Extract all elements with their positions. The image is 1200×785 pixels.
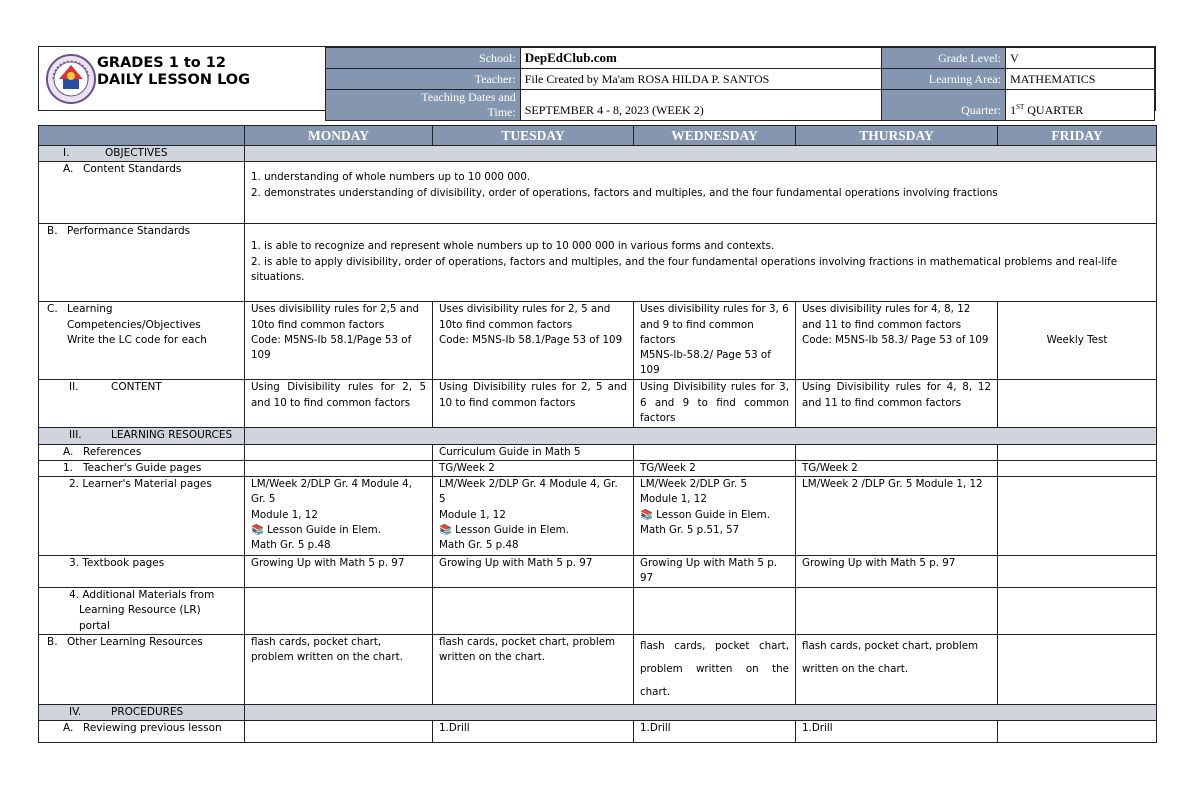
performance-standards-value [245,224,1157,302]
teacher-label: Teacher: [326,69,521,90]
tg-wednesday: TG/Week 2 [634,460,796,476]
day-wednesday: WEDNESDAY [634,126,796,146]
other-thursday: flash cards, pocket chart, problem written on the chart. [796,635,998,705]
reviewing-label [39,721,245,743]
content-standards-value [245,162,1157,224]
other-resources-number: B. [47,636,58,649]
lm-thursday: LM/Week 2 /DLP Gr. 5 Module 1, 12 [796,477,998,556]
grade-level-label: Grade Level: [882,48,1006,69]
lc-monday: Uses divisibility rules for 2,5 and 10to find common factors Code: M5NS-Ib 58.1/Page 53 of 109 [245,302,433,380]
content-standards-row [39,162,1157,224]
learning-resources-number: III. [69,429,82,442]
learning-resources-title: LEARNING RESOURCES [111,429,233,442]
review-wednesday: 1.Drill [634,721,796,743]
references-label [39,444,245,460]
learning-competencies-note: Write the LC code for each [67,333,207,346]
content-tuesday: Using Divisibility rules for 2, 5 and 10 to find common factors [433,380,634,428]
performance-standard-2: 2. is able to apply divisibility, order of operations, factors and multiples, and the four fundamental operations involving fractions in mathematical problems and real-life situations. [251,255,1118,283]
performance-standards-title: Performance Standards [67,225,191,238]
content-row [39,380,1157,428]
day-monday: MONDAY [245,126,433,146]
teaching-dates-label-line2: Time: [487,105,516,119]
learning-competencies-row [39,302,1157,380]
procedures-row [39,705,1157,721]
content-standards-label [39,162,245,224]
learning-resources-span [245,428,1157,444]
header-corner [39,126,245,146]
day-tuesday: TUESDAY [433,126,634,146]
performance-standard-1: 1. is able to recognize and represent whole numbers up to 10 000 000 in various forms and contexts. [251,240,775,253]
references-row [39,444,1157,460]
title-line-2: DAILY LESSON LOG [97,72,251,88]
content-wednesday: Using Divisibility rules for 3, 6 and 9 to find common factors [634,380,796,428]
ref-thursday [796,444,998,460]
tg-monday [245,460,433,476]
performance-standards-label [39,224,245,302]
school-label: School: [326,48,521,69]
content-friday [998,380,1157,428]
objectives-span [245,146,1157,162]
learning-area-label: Learning Area: [882,69,1006,90]
content-standard-2: 2. demonstrates understanding of divisibility, order of operations, factors and multiples, and the four fundamental operations involving fractions [251,186,998,199]
other-monday: flash cards, pocket chart, problem written on the chart. [245,635,433,705]
reviewing-number: A. [63,722,74,735]
content-number: II. [69,381,79,394]
ref-wednesday [634,444,796,460]
additional-materials-line3: portal [79,619,110,632]
procedures-title: PROCEDURES [111,706,184,719]
teachers-guide-title: Teacher's Guide pages [83,461,202,474]
additional-materials-row [39,588,1157,635]
learning-competencies-title: Learning [67,303,113,316]
textbook-row [39,556,1157,588]
other-wednesday: flash cards, pocket chart, problem written on the chart. [634,635,796,705]
quarter-suffix: ST [1016,103,1025,111]
teacher-value: File Created by Ma'am ROSA HILDA P. SANTOS [520,69,882,90]
school-value: DepEdClub.com [520,48,882,69]
references-number: A. [63,445,74,458]
lc-thursday: Uses divisibility rules for 4, 8, 12 and 11 to find common factors Code: M5NS-Ib 58.3/ Page 53 of 109 [796,302,998,380]
add-tuesday [433,588,634,635]
teachers-guide-label [39,460,245,476]
learning-competencies-number: C. [47,303,58,316]
reviewing-row [39,721,1157,743]
lesson-log-table [38,125,1157,743]
review-tuesday: 1.Drill [433,721,634,743]
other-resources-title: Other Learning Resources [67,636,203,649]
review-friday [998,721,1157,743]
other-resources-label [39,635,245,705]
lm-friday [998,477,1157,556]
other-tuesday: flash cards, pocket chart, problem written on the chart. [433,635,634,705]
learners-material-row [39,477,1157,556]
lc-wednesday: Uses divisibility rules for 3, 6 and 9 to find common factors M5NS-Ib-58.2/ Page 53 of 109 [634,302,796,380]
add-monday [245,588,433,635]
header-block [38,46,1156,119]
add-friday [998,588,1157,635]
tb-thursday: Growing Up with Math 5 p. 97 [796,556,998,588]
deped-seal-icon [45,49,97,107]
quarter-number: 1 [1010,103,1017,117]
ref-tuesday: Curriculum Guide in Math 5 [433,444,634,460]
other-resources-row [39,635,1157,705]
lc-friday: Weekly Test [998,302,1157,380]
content-standards-number: A. [63,163,74,176]
objectives-number: I. [63,147,70,159]
tg-thursday: TG/Week 2 [796,460,998,476]
teachers-guide-number: 1. [63,461,74,474]
content-monday: Using Divisibility rules for 2, 5 and 10 to find common factors [245,380,433,428]
reviewing-title: Reviewing previous lesson [83,722,222,735]
content-label [39,380,245,428]
content-title: CONTENT [111,381,162,394]
tg-tuesday: TG/Week 2 [433,460,634,476]
content-standard-1: 1. understanding of whole numbers up to 10 000 000. [251,171,531,184]
lc-tuesday: Uses divisibility rules for 2, 5 and 10to find common factors Code: M5NS-Ib 58.1/Page 53 of 109 [433,302,634,380]
procedures-span [245,705,1157,721]
performance-standards-number: B. [47,225,58,238]
add-wednesday [634,588,796,635]
title-line-1: GRADES 1 to 12 [97,55,226,71]
objectives-label [39,146,245,162]
tb-monday: Growing Up with Math 5 p. 97 [245,556,433,588]
day-thursday: THURSDAY [796,126,998,146]
header-info-grid [325,47,1155,121]
objectives-row [39,146,1157,162]
learning-area-value: MATHEMATICS [1006,69,1155,90]
ref-monday [245,444,433,460]
references-title: References [83,445,142,458]
quarter-value [1006,90,1155,121]
lm-wednesday: LM/Week 2/DLP Gr. 5 Module 1, 12 📚 Lesson Guide in Elem. Math Gr. 5 p.51, 57 [634,477,796,556]
procedures-label [39,705,245,721]
learners-material-label: 2. Learner's Material pages [39,477,245,556]
teaching-dates-value: SEPTEMBER 4 - 8, 2023 (WEEK 2) [520,90,882,121]
additional-materials-label [39,588,245,635]
quarter-label: Quarter: [882,90,1006,121]
teachers-guide-row [39,460,1157,476]
page-title [97,55,250,89]
lm-tuesday: LM/Week 2/DLP Gr. 4 Module 4, Gr. 5 Module 1, 12 📚 Lesson Guide in Elem. Math Gr. 5 p.48 [433,477,634,556]
performance-standards-row [39,224,1157,302]
objectives-title: OBJECTIVES [105,147,168,159]
review-thursday: 1.Drill [796,721,998,743]
additional-materials-line1: 4. Additional Materials from [69,589,215,602]
day-header-row [39,126,1157,146]
learning-competencies-label [39,302,245,380]
content-thursday: Using Divisibility rules for 4, 8, 12 and 11 to find common factors [796,380,998,428]
add-thursday [796,588,998,635]
review-monday [245,721,433,743]
lm-monday: LM/Week 2/DLP Gr. 4 Module 4, Gr. 5 Module 1, 12 📚 Lesson Guide in Elem. Math Gr. 5 p.48 [245,477,433,556]
procedures-number: IV. [69,706,82,719]
grade-level-value: V [1006,48,1155,69]
content-standards-title: Content Standards [83,163,182,176]
ref-friday [998,444,1157,460]
tg-friday [998,460,1157,476]
teaching-dates-label [326,90,521,121]
additional-materials-line2: Learning Resource (LR) [79,604,201,617]
tb-wednesday: Growing Up with Math 5 p. 97 [634,556,796,588]
tb-friday [998,556,1157,588]
tb-tuesday: Growing Up with Math 5 p. 97 [433,556,634,588]
day-friday: FRIDAY [998,126,1157,146]
other-friday [998,635,1157,705]
learning-resources-row [39,428,1157,444]
quarter-word: QUARTER [1027,103,1084,117]
textbook-label: 3. Textbook pages [39,556,245,588]
teaching-dates-label-line1: Teaching Dates and [421,90,516,104]
learning-resources-label [39,428,245,444]
learning-competencies-subtitle: Competencies/Objectives [67,318,201,331]
